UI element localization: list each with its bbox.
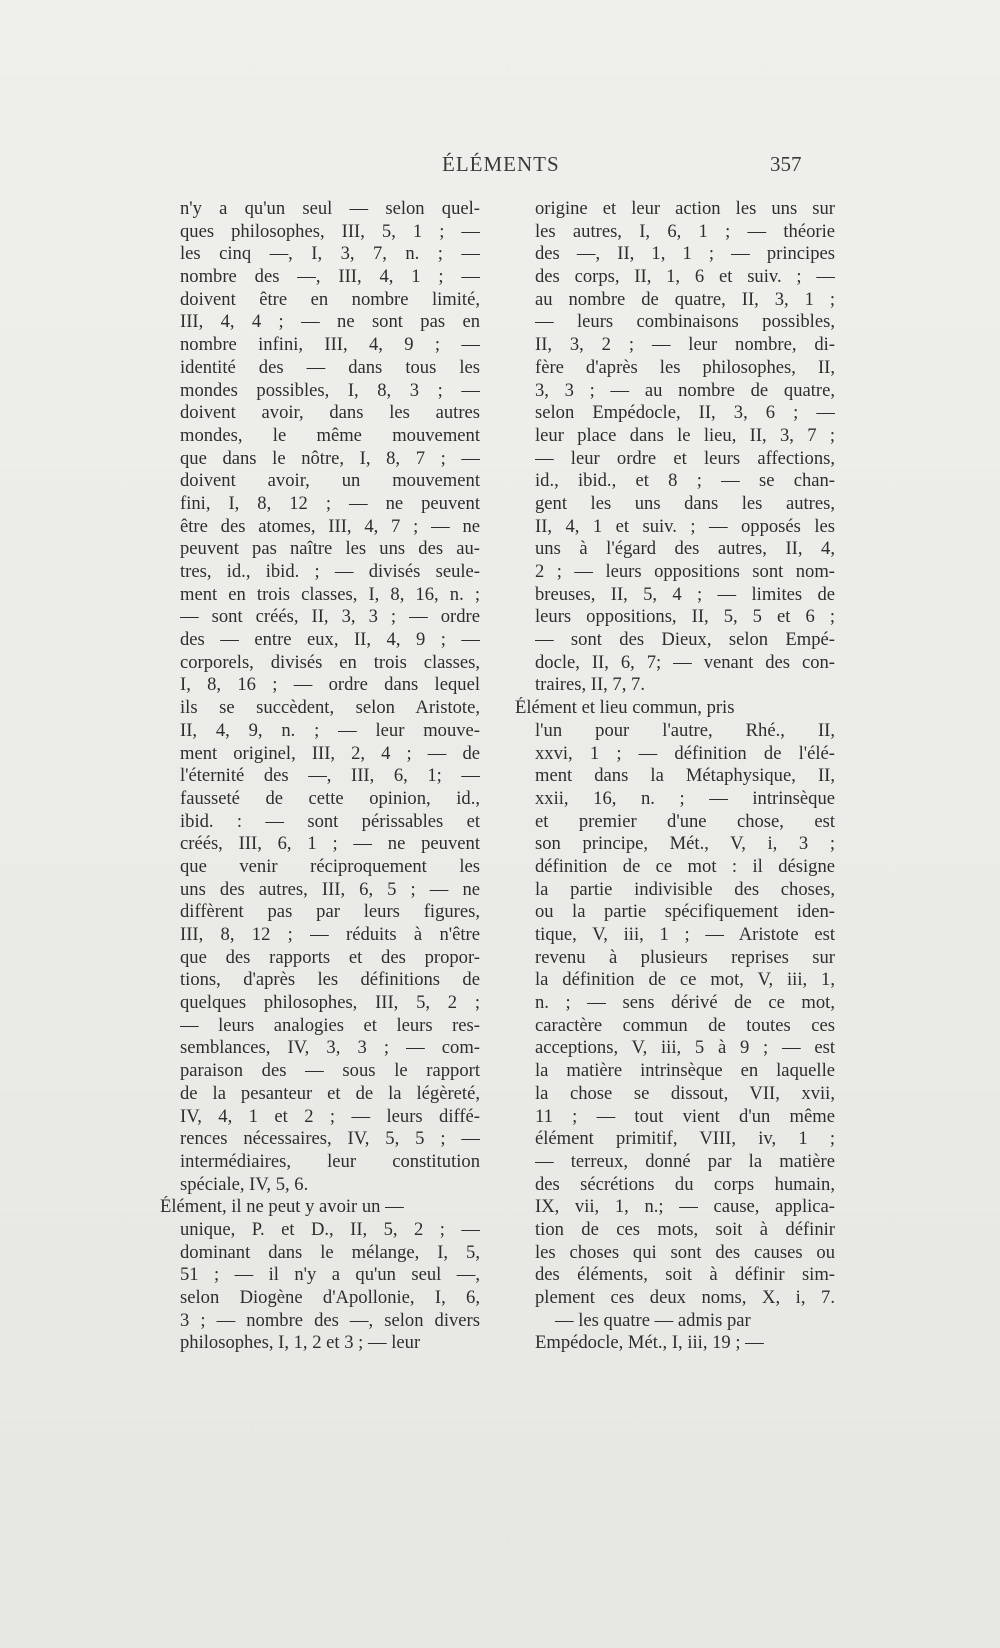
text-line: revenu à plusieurs reprises sur <box>535 946 835 968</box>
right-column <box>515 198 835 1355</box>
text-line: quelques philosophes, III, 5, 2 ; <box>180 992 480 1014</box>
text-line: nombre des —, III, 4, 1 ; — <box>180 266 480 288</box>
text-line: des éléments, soit à définir sim- <box>535 1264 835 1286</box>
text-line: la chose se dissout, VII, xvii, <box>535 1082 835 1104</box>
text-line: ibid. : — sont périssables et <box>180 810 480 832</box>
text-line: 11 ; — tout vient d'un même <box>535 1105 835 1127</box>
text-line: semblances, IV, 3, 3 ; — com- <box>180 1037 480 1059</box>
text-line: intermédiaires, leur constitution <box>180 1150 480 1172</box>
text-line: que des rapports et des propor- <box>180 946 480 968</box>
text-line: IV, 4, 1 et 2 ; — leurs diffé- <box>180 1105 480 1127</box>
text-line: que dans le nôtre, I, 8, 7 ; — <box>180 447 480 469</box>
text-line: tions, d'après les définitions de <box>180 969 480 991</box>
text-line: 2 ; — leurs oppositions sont nom- <box>535 561 835 582</box>
text-line: caractère commun de toutes ces <box>535 1014 835 1036</box>
text-line: au nombre de quatre, II, 3, 1 ; <box>535 288 835 310</box>
text-line: plement ces deux noms, X, i, 7. <box>535 1287 835 1308</box>
text-line: mondes possibles, I, 8, 3 ; — <box>180 379 480 401</box>
text-line: Élément, il ne peut y avoir un — <box>160 1196 404 1218</box>
text-line: II, 4, 1 et suiv. ; — opposés les <box>535 515 835 537</box>
text-line: la matière intrinsèque en laquelle <box>535 1060 835 1082</box>
text-line: xxvi, 1 ; — définition de l'élé- <box>535 742 835 764</box>
text-line: philosophes, I, 1, 2 et 3 ; — leur <box>180 1332 421 1354</box>
text-line: l'éternité des —, III, 6, 1; — <box>180 765 480 787</box>
text-line: uns des autres, III, 6, 5 ; — ne <box>180 878 480 900</box>
text-line: — les quatre — admis par <box>555 1309 751 1331</box>
text-line: — sont créés, II, 3, 3 ; — ordre <box>180 606 480 628</box>
text-line: être des atomes, III, 4, 7 ; — ne <box>180 515 480 537</box>
text-line: unique, P. et D., II, 5, 2 ; — <box>180 1218 480 1240</box>
text-line: ment dans la Métaphysique, II, <box>535 765 835 787</box>
text-line: tres, id., ibid. ; — divisés seule- <box>180 561 480 582</box>
text-line: ils se succèdent, selon Aristote, <box>180 697 480 719</box>
text-line: 3, 3 ; — au nombre de quatre, <box>535 379 835 401</box>
text-line: acceptions, V, iii, 5 à 9 ; — est <box>535 1037 835 1059</box>
text-line: que venir réciproquement les <box>180 855 480 877</box>
text-line: des corps, II, 1, 6 et suiv. ; — <box>535 266 835 288</box>
text-line: l'un pour l'autre, Rhé., II, <box>535 719 835 741</box>
running-head <box>0 152 1000 182</box>
text-line: ment en trois classes, I, 8, 16, n. ; <box>180 583 480 605</box>
text-line: fère d'après les philosophes, II, <box>535 356 835 378</box>
text-line: id., ibid., et 8 ; — se chan- <box>535 470 835 492</box>
text-line: — leurs analogies et leurs res- <box>180 1014 480 1036</box>
text-line: 3 ; — nombre des —, selon divers <box>180 1309 480 1331</box>
text-line: doivent être en nombre limité, <box>180 288 480 310</box>
text-line: ques philosophes, III, 5, 1 ; — <box>180 220 480 242</box>
text-line: gent les uns dans les autres, <box>535 492 835 514</box>
text-line: — terreux, donné par la matière <box>535 1150 835 1172</box>
text-line: fausseté de cette opinion, id., <box>180 787 480 809</box>
text-line: — leurs combinaisons possibles, <box>535 311 835 333</box>
text-line: tion de ces mots, soit à définir <box>535 1218 835 1240</box>
text-line: n'y a qu'un seul — selon quel- <box>180 198 480 219</box>
text-line: leur place dans le lieu, II, 3, 7 ; <box>535 424 835 446</box>
page-number: 357 <box>770 152 802 176</box>
text-line: de la pesanteur et de la légèreté, <box>180 1082 480 1104</box>
text-line: des sécrétions du corps humain, <box>535 1173 835 1195</box>
text-line: docle, II, 6, 7; — venant des con- <box>535 651 835 673</box>
text-line: I, 8, 16 ; — ordre dans lequel <box>180 674 480 696</box>
text-line: III, 8, 12 ; — réduits à n'être <box>180 924 480 945</box>
text-line: dominant dans le mélange, I, 5, <box>180 1241 480 1263</box>
text-line: — leur ordre et leurs affections, <box>535 447 835 469</box>
text-line: créés, III, 6, 1 ; — ne peuvent <box>180 833 480 855</box>
text-line: IX, vii, 1, n.; — cause, applica- <box>535 1196 835 1218</box>
text-line: ment originel, III, 2, 4 ; — de <box>180 742 480 764</box>
text-line: diffèrent pas par leurs figures, <box>180 901 480 923</box>
text-line: son principe, Mét., V, i, 3 ; <box>535 833 835 855</box>
text-line: leurs oppositions, II, 5, 5 et 6 ; <box>535 606 835 628</box>
text-line: nombre infini, III, 4, 9 ; — <box>180 334 480 356</box>
text-line: doivent avoir, dans les autres <box>180 402 480 424</box>
text-line: les choses qui sont des causes ou <box>535 1241 835 1263</box>
text-line: selon Diogène d'Apollonie, I, 6, <box>180 1287 480 1308</box>
text-line: tique, V, iii, 1 ; — Aristote est <box>535 924 835 945</box>
text-line: et premier d'une chose, est <box>535 810 835 832</box>
text-line: les cinq —, I, 3, 7, n. ; — <box>180 243 480 265</box>
text-line: des —, II, 1, 1 ; — principes <box>535 243 835 265</box>
text-line: xxii, 16, n. ; — intrinsèque <box>535 787 835 809</box>
text-line: uns à l'égard des autres, II, 4, <box>535 538 835 560</box>
text-line: définition de ce mot : il désigne <box>535 855 835 877</box>
text-line: origine et leur action les uns sur <box>535 198 835 219</box>
text-line: identité des — dans tous les <box>180 356 480 378</box>
text-line: paraison des — sous le rapport <box>180 1060 480 1082</box>
text-line: la partie indivisible des choses, <box>535 878 835 900</box>
left-column <box>160 198 480 1355</box>
text-line: rences nécessaires, IV, 5, 5 ; — <box>180 1128 480 1150</box>
text-line: selon Empédocle, II, 3, 6 ; — <box>535 402 835 424</box>
text-line: n. ; — sens dérivé de ce mot, <box>535 992 835 1014</box>
text-line: breuses, II, 5, 4 ; — limites de <box>535 583 835 605</box>
text-line: les autres, I, 6, 1 ; — théorie <box>535 220 835 242</box>
text-line: — sont des Dieux, selon Empé- <box>535 629 835 651</box>
text-line: la définition de ce mot, V, iii, 1, <box>535 969 835 991</box>
text-line: II, 3, 2 ; — leur nombre, di- <box>535 334 835 356</box>
text-line: spéciale, IV, 5, 6. <box>180 1173 309 1195</box>
text-line: mondes, le même mouvement <box>180 424 480 446</box>
text-line: Empédocle, Mét., I, iii, 19 ; — <box>535 1332 764 1354</box>
running-title: ÉLÉMENTS <box>442 152 560 176</box>
text-line: doivent avoir, un mouvement <box>180 470 480 492</box>
text-line: fini, I, 8, 12 ; — ne peuvent <box>180 492 480 514</box>
text-line: élément primitif, VIII, iv, 1 ; <box>535 1128 835 1150</box>
text-line: II, 4, 9, n. ; — leur mouve- <box>180 719 480 741</box>
text-line: peuvent pas naître les uns des au- <box>180 538 480 560</box>
text-line: des — entre eux, II, 4, 9 ; — <box>180 629 480 651</box>
text-line: ou la partie spécifiquement iden- <box>535 901 835 923</box>
text-line: corporels, divisés en trois classes, <box>180 651 480 673</box>
text-line: 51 ; — il n'y a qu'un seul —, <box>180 1264 480 1286</box>
text-line: III, 4, 4 ; — ne sont pas en <box>180 311 480 333</box>
text-line: Élément et lieu commun, pris <box>515 697 735 719</box>
text-line: traires, II, 7, 7. <box>535 674 645 696</box>
